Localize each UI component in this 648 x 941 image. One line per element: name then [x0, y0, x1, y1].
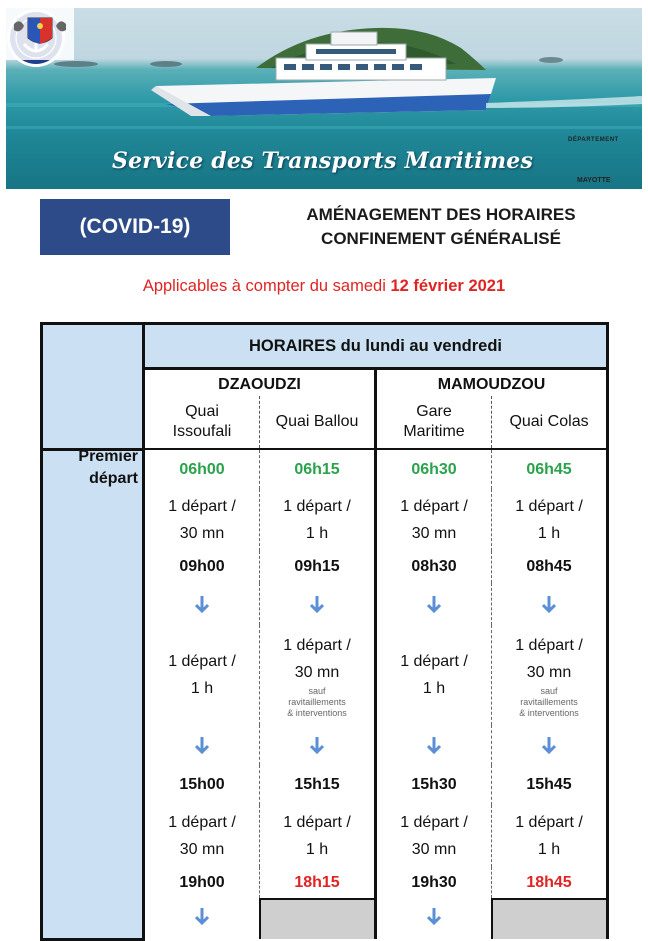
arrow-down-icon	[260, 725, 376, 765]
left-header-cell	[42, 324, 144, 450]
header-banner	[6, 8, 642, 189]
freq2-note-colas: sauf ravitaillements & interventions	[519, 685, 579, 718]
applicable-prefix: Applicables à compter du samedi	[142, 277, 391, 295]
first-time-colas: 06h45	[492, 449, 608, 489]
arrow-down-icon	[492, 725, 608, 765]
arrow-down-icon	[144, 725, 260, 765]
last-time-issoufali: 19h00	[144, 867, 260, 899]
first-time-ballou: 06h15	[260, 449, 376, 489]
time3-ballou: 15h15	[260, 765, 376, 805]
department-logo-icon	[6, 8, 74, 60]
time2-ballou: 09h15	[260, 551, 376, 583]
arrow-down-icon	[144, 583, 260, 625]
freq1-gare: 1 départ / 30 mn	[376, 489, 492, 551]
schedule-table	[40, 322, 609, 941]
last-time-ballou: 18h15	[260, 867, 376, 899]
freq2-gare: 1 départ / 1 h	[376, 625, 492, 725]
freq3-gare: 1 départ / 30 mn	[376, 805, 492, 867]
arrow-down-icon	[144, 899, 260, 939]
quay-issoufali: Quai Issoufali	[144, 396, 260, 449]
left-body-cell	[42, 449, 144, 939]
closed-box	[492, 899, 608, 939]
first-departure-label: Premier départ	[78, 448, 138, 487]
arrow-down-icon	[376, 899, 492, 939]
freq2-colas: 1 départ / 30 mn sauf ravitaillements & interventions	[492, 625, 608, 725]
arrow-down-icon	[492, 583, 608, 625]
covid-badge: (COVID-19)	[40, 199, 230, 255]
quay-gare-maritime: Gare Maritime	[376, 396, 492, 449]
freq3-colas: 1 départ / 1 h	[492, 805, 608, 867]
banner-title: Service des Transports Maritimes	[112, 148, 534, 174]
time2-colas: 08h45	[492, 551, 608, 583]
time2-gare: 08h30	[376, 551, 492, 583]
closed-box	[260, 899, 376, 939]
freq1-issoufali: 1 départ / 30 mn	[144, 489, 260, 551]
time3-colas: 15h45	[492, 765, 608, 805]
group-mamoudzou: MAMOUDZOU	[376, 369, 608, 397]
schedule-header: HORAIRES du lundi au vendredi	[144, 324, 608, 369]
department-name: MAYOTTE	[577, 177, 611, 184]
arrow-down-icon	[376, 725, 492, 765]
quay-ballou: Quai Ballou	[260, 396, 376, 449]
freq2-ballou: 1 départ / 30 mn sauf ravitaillements & interventions	[260, 625, 376, 725]
first-time-gare: 06h30	[376, 449, 492, 489]
quay-colas: Quai Colas	[492, 396, 608, 449]
freq3-ballou: 1 départ / 1 h	[260, 805, 376, 867]
freq3-issoufali: 1 départ / 30 mn	[144, 805, 260, 867]
freq1-colas: 1 départ / 1 h	[492, 489, 608, 551]
applicable-date: 12 février 2021	[390, 277, 506, 295]
time3-issoufali: 15h00	[144, 765, 260, 805]
heading-line-1: AMÉNAGEMENT DES HORAIRES	[306, 205, 576, 224]
applicable-date-notice	[0, 277, 648, 296]
last-time-gare: 19h30	[376, 867, 492, 899]
freq1-ballou: 1 départ / 1 h	[260, 489, 376, 551]
arrow-down-icon	[260, 583, 376, 625]
time3-gare: 15h30	[376, 765, 492, 805]
page-heading	[256, 203, 626, 251]
time2-issoufali: 09h00	[144, 551, 260, 583]
department-top-text: DÉPARTEMENT	[568, 137, 619, 143]
first-time-issoufali: 06h00	[144, 449, 260, 489]
heading-line-2: CONFINEMENT GÉNÉRALISÉ	[321, 229, 561, 248]
group-dzaoudzi: DZAOUDZI	[144, 369, 376, 397]
freq2-issoufali: 1 départ / 1 h	[144, 625, 260, 725]
freq2-note-ballou: sauf ravitaillements & interventions	[287, 685, 347, 718]
last-time-colas: 18h45	[492, 867, 608, 899]
arrow-down-icon	[376, 583, 492, 625]
